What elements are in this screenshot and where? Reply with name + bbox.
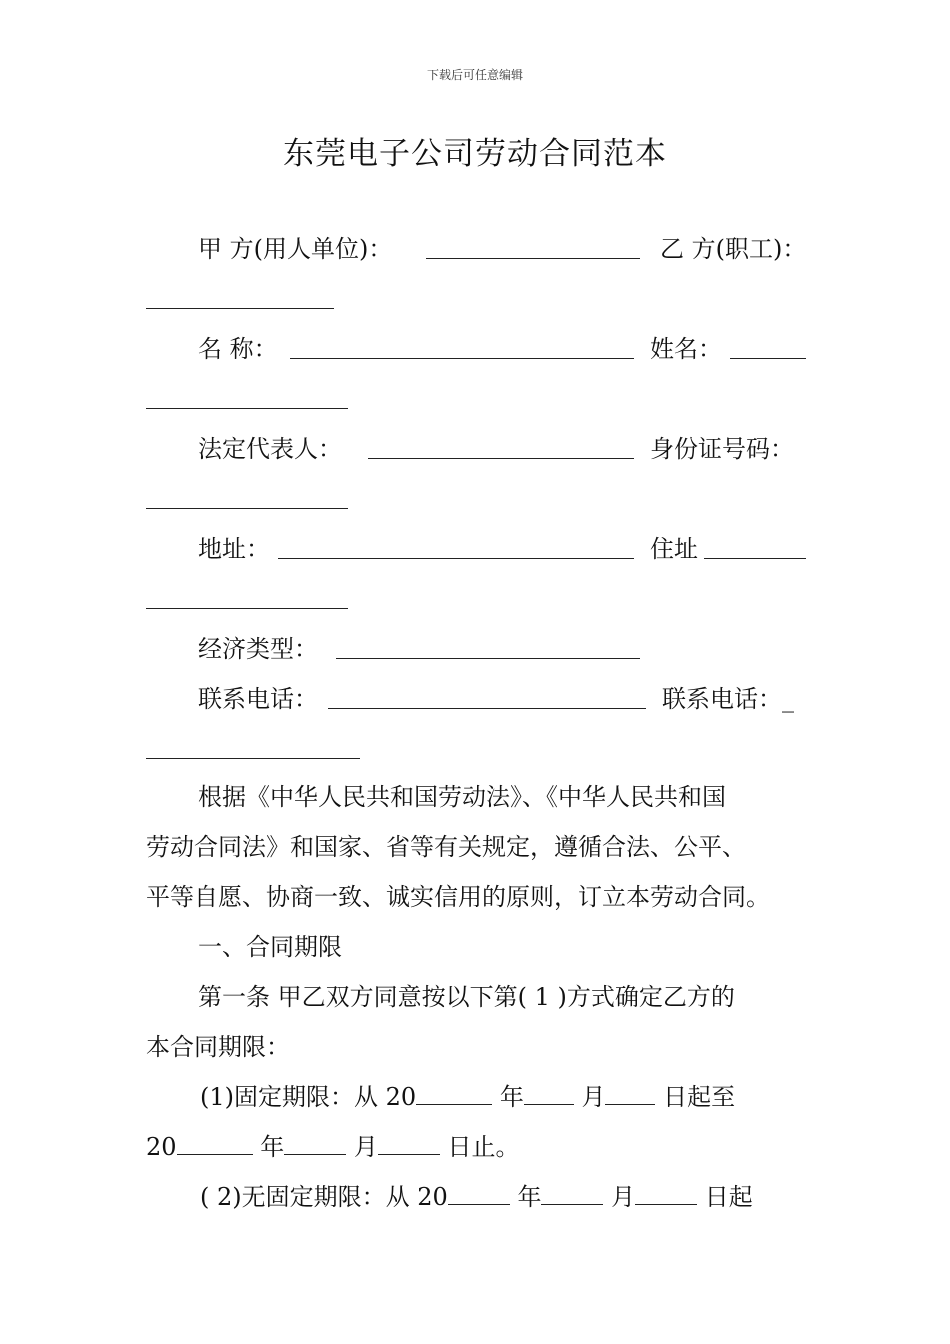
day-to-label: 日止。 [447,1133,520,1161]
party-a-blank[interactable] [426,258,640,259]
name-blank[interactable] [290,358,634,359]
surname-blank-cont[interactable] [146,408,348,409]
legal-rep-blank[interactable] [368,458,634,459]
open-term-label: ( 2)无固定期限：从 20 [200,1183,448,1211]
fixed-to-month-blank[interactable] [284,1132,346,1155]
preamble-line-3: 平等自愿、协商一致、诚实信用的原则，订立本劳动合同。 [146,883,770,911]
month-label: 月 [353,1133,378,1161]
residence-blank-cont[interactable] [146,608,348,609]
residence-label: 住址 [650,535,698,563]
fixed-term-label: (1)固定期限：从 20 [200,1083,417,1111]
phone-b-label: 联系电话：_ [662,685,794,713]
day-from-label: 日起 [704,1183,753,1211]
id-number-label: 身份证号码： [650,435,794,463]
fixed-term-end-line [146,1132,519,1162]
surname-label: 姓名： [650,335,722,363]
phone-a-label: 联系电话： [198,685,318,713]
residence-blank[interactable] [704,558,806,559]
id-number-blank[interactable] [146,508,348,509]
surname-blank[interactable] [730,358,806,359]
section-heading: 一、合同期限 [198,933,342,961]
party-a-label: 甲 方(用人单位)： [198,235,393,263]
page-header: 下载后可任意编辑 [426,68,523,82]
day-from-label: 日起至 [663,1083,736,1111]
preamble-line-2: 劳动合同法》和国家、省等有关规定，遵循合法、公平、 [146,833,746,861]
econ-type-label: 经济类型： [198,635,318,663]
fixed-term-line [200,1082,735,1112]
open-from-month-blank[interactable] [541,1182,603,1205]
fixed-to-year-blank[interactable] [177,1132,253,1155]
fixed-from-month-blank[interactable] [524,1082,574,1105]
party-b-label: 乙 方(职工)： [660,235,807,263]
party-b-blank[interactable] [146,308,334,309]
fixed-from-day-blank[interactable] [605,1082,655,1105]
article-1-line-2: 本合同期限： [146,1033,290,1061]
name-label: 名 称： [198,335,278,363]
phone-b-blank[interactable] [146,758,360,759]
article-1-line-1: 第一条 甲乙双方同意按以下第( 1 )方式确定乙方的 [198,983,735,1011]
century-label: 20 [146,1133,177,1161]
address-label: 地址： [198,535,270,563]
document-title: 东莞电子公司劳动合同范本 [283,136,667,172]
open-term-line [200,1182,753,1212]
year-label: 年 [260,1133,285,1161]
legal-rep-label: 法定代表人： [198,435,342,463]
preamble-line-1: 根据《中华人民共和国劳动法》、《中华人民共和国 [198,783,726,811]
econ-type-blank[interactable] [336,658,640,659]
year-label: 年 [517,1183,542,1211]
month-label: 月 [581,1083,606,1111]
year-label: 年 [499,1083,524,1111]
fixed-from-year-blank[interactable] [416,1082,492,1105]
month-label: 月 [611,1183,636,1211]
phone-a-blank[interactable] [328,708,646,709]
open-from-day-blank[interactable] [635,1182,697,1205]
open-from-year-blank[interactable] [448,1182,510,1205]
fixed-to-day-blank[interactable] [378,1132,440,1155]
address-blank[interactable] [278,558,634,559]
